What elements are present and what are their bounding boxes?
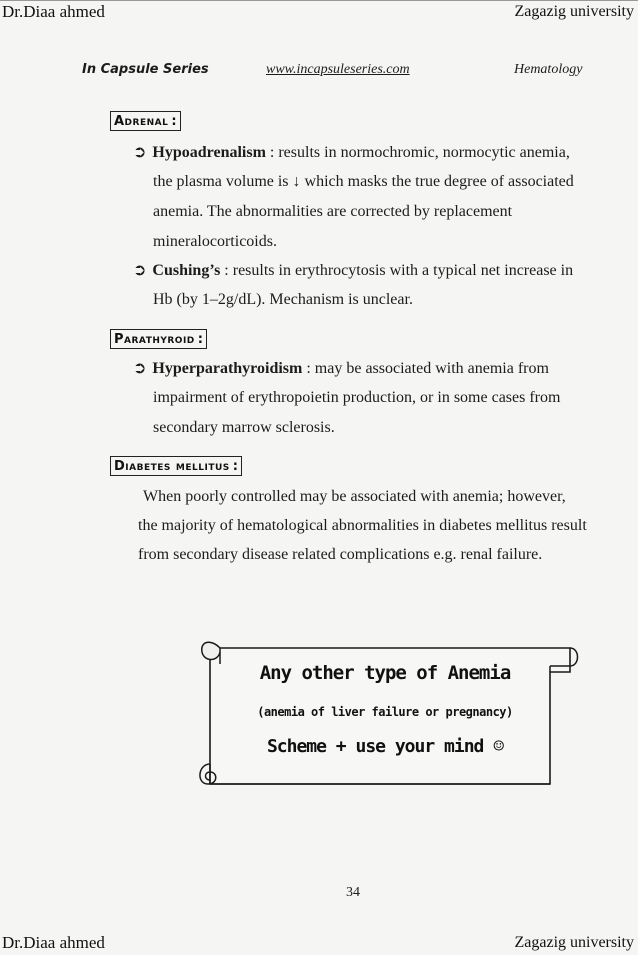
header-author: Dr.Diaa ahmed bbox=[2, 2, 105, 21]
header-university: Zagazig university bbox=[514, 3, 634, 20]
arrow-bullet-icon: ➲ bbox=[133, 260, 147, 279]
top-rule bbox=[0, 0, 638, 1]
text-line: the majority of hematological abnormalities in diabetes mellitus result bbox=[138, 517, 587, 534]
scroll-note: Scheme + use your mind ☺ bbox=[266, 736, 504, 757]
term-hyperparathyroidism: Hyperparathyroidism bbox=[152, 360, 303, 377]
footer-author: Dr.Diaa ahmed bbox=[2, 933, 105, 952]
term-hypoadrenalism: Hypoadrenalism bbox=[152, 144, 266, 161]
arrow-bullet-icon: ➲ bbox=[133, 358, 147, 377]
subject-name: Hematology bbox=[514, 62, 583, 77]
text-line: : results in erythrocytosis with a typical net increase in bbox=[220, 262, 574, 279]
text-line: secondary marrow sclerosis. bbox=[153, 419, 335, 436]
text-line: Hb (by 1–2g/dL). Mechanism is unclear. bbox=[153, 291, 413, 308]
scroll-title: Any other type of Anemia bbox=[259, 662, 511, 684]
text-line: the plasma volume is ↓ which masks the true degree of associated bbox=[153, 173, 574, 190]
series-name: In Capsule Series bbox=[82, 62, 209, 77]
term-cushings: Cushing’s bbox=[152, 262, 221, 279]
section-title-adrenal: Adrenal : bbox=[110, 111, 181, 131]
text-line: anemia. The abnormalities are corrected by replacement bbox=[153, 203, 513, 220]
text-line: When poorly controlled may be associated with anemia; however, bbox=[143, 488, 566, 505]
series-website: www.incapsuleseries.com bbox=[266, 62, 410, 77]
section-title-diabetes: Diabetes mellitus : bbox=[110, 456, 242, 476]
adrenal-item-1 bbox=[133, 137, 570, 168]
footer-university: Zagazig university bbox=[514, 934, 634, 951]
text-line: : results in normochromic, normocytic anemia, bbox=[265, 144, 570, 161]
page-number: 34 bbox=[346, 885, 360, 900]
adrenal-item-2 bbox=[133, 255, 573, 286]
text-line: from secondary disease related complications e.g. renal failure. bbox=[138, 546, 543, 563]
section-title-parathyroid: Parathyroid : bbox=[110, 329, 207, 349]
parathyroid-item-1 bbox=[133, 353, 549, 384]
scroll-subtitle: (anemia of liver failure or pregnancy) bbox=[257, 705, 513, 719]
arrow-bullet-icon: ➲ bbox=[133, 142, 147, 161]
text-line: mineralocorticoids. bbox=[153, 233, 277, 250]
text-line: impairment of erythropoietin production, or in some cases from bbox=[153, 389, 561, 406]
text-line: : may be associated with anemia from bbox=[302, 360, 549, 377]
